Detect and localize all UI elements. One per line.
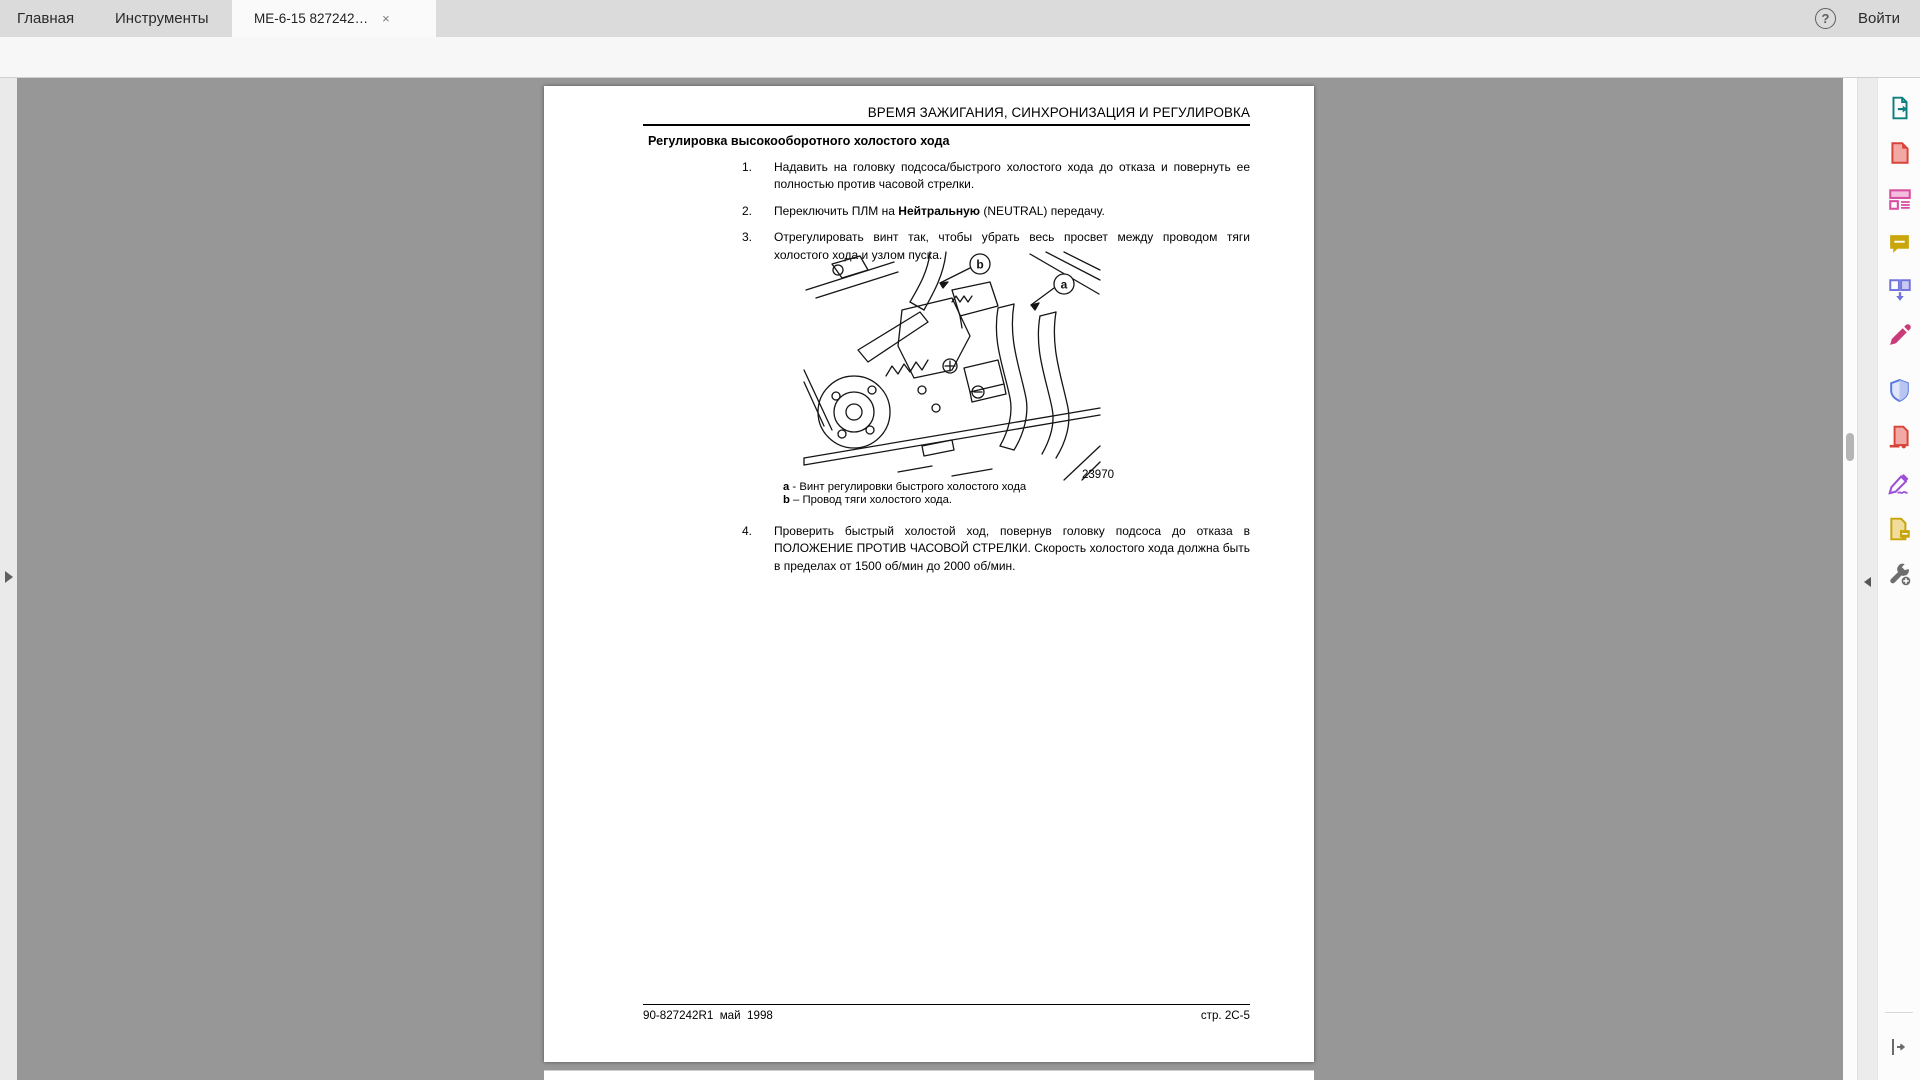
tools-panel-divider <box>1885 1012 1913 1013</box>
figure-caption-b: b – Провод тяги холостого хода. <box>783 494 953 506</box>
figure-label-a: a <box>1060 277 1068 292</box>
help-icon[interactable]: ? <box>1815 8 1836 29</box>
topbar-right <box>1815 0 1920 37</box>
list-item <box>742 159 1250 194</box>
footer-rule <box>643 1004 1250 1005</box>
tab-home[interactable]: Главная <box>17 10 75 27</box>
list-item <box>742 523 1250 575</box>
tab-document-label: ME-6-15 827242… <box>254 11 369 26</box>
send-comments-icon[interactable] <box>1886 515 1913 542</box>
collapse-panel-icon[interactable] <box>1864 577 1871 587</box>
figure-number: 23970 <box>1082 469 1114 481</box>
header-rule <box>643 124 1250 126</box>
step-text: Проверить быстрый холостой ход, повернув головку подсоса до отказа в ПОЛОЖЕНИЕ ПРОТИВ ЧАСОВОЙ СТРЕЛКИ. Скорость холостого хода должна быть в пределах от 1500 об/мин до 2000 об/мин. <box>774 524 1250 573</box>
tab-bar <box>0 0 1920 37</box>
edit-pdf-icon[interactable] <box>1886 185 1913 212</box>
document-viewer <box>0 78 1920 1080</box>
page-canvas <box>17 78 1843 1080</box>
step-number: 1. <box>742 160 753 174</box>
protect-icon[interactable] <box>1886 377 1913 404</box>
next-pdf-page <box>544 1070 1314 1080</box>
step-number: 3. <box>742 230 753 245</box>
more-tools-icon[interactable] <box>1886 561 1913 588</box>
list-item <box>742 203 1250 220</box>
tools-collapse-strip <box>1857 78 1877 1080</box>
compress-pdf-icon[interactable] <box>1886 423 1913 450</box>
page-header: ВРЕМЯ ЗАЖИГАНИЯ, СИНХРОНИЗАЦИЯ И РЕГУЛИРОВКА <box>867 105 1250 120</box>
step-text: Переключить ПЛМ на Нейтральную (NEUTRAL) передачу. <box>774 203 1105 218</box>
close-icon[interactable]: × <box>382 11 390 26</box>
combine-files-icon[interactable] <box>1886 276 1913 303</box>
sign-in-link[interactable]: Войти <box>1858 10 1900 27</box>
export-pdf-icon[interactable] <box>1886 94 1913 121</box>
step-text: Отрегулировать винт так, чтобы убрать весь просвет между проводом тяги холостого хода и узлом пуска. <box>774 230 1250 262</box>
pdf-page <box>544 86 1314 1062</box>
sign-pen-icon[interactable] <box>1886 469 1913 496</box>
open-tools-panel-icon[interactable] <box>1887 1035 1911 1059</box>
left-panel-strip <box>0 78 17 1080</box>
expand-left-panel-icon[interactable] <box>5 571 13 583</box>
create-pdf-icon[interactable] <box>1886 139 1913 166</box>
fill-sign-icon[interactable] <box>1886 322 1913 349</box>
engine-figure <box>802 250 1102 482</box>
tools-panel <box>1877 78 1920 1080</box>
step-number: 4. <box>742 524 753 538</box>
toolbar <box>0 37 1920 78</box>
scrollbar-thumb[interactable] <box>1846 433 1854 461</box>
step-number: 2. <box>742 203 753 218</box>
step-text: Надавить на головку подсоса/быстрого холостого хода до отказа и повернуть ее полностью против часовой стрелки. <box>774 160 1250 192</box>
footer-doc-number: 90-827242R1 май 1998 <box>643 1009 773 1022</box>
comment-tool-icon[interactable] <box>1886 230 1913 257</box>
tab-document[interactable] <box>232 0 436 37</box>
section-title: Регулировка высокооборотного холостого хода <box>648 134 950 148</box>
footer-page-number: стр. 2C-5 <box>1200 1009 1250 1022</box>
vertical-scrollbar[interactable] <box>1843 78 1857 1080</box>
figure-caption-a: a - Винт регулировки быстрого холостого хода <box>783 481 1027 493</box>
figure-label-b: b <box>976 257 984 272</box>
tab-tools[interactable]: Инструменты <box>115 10 209 27</box>
